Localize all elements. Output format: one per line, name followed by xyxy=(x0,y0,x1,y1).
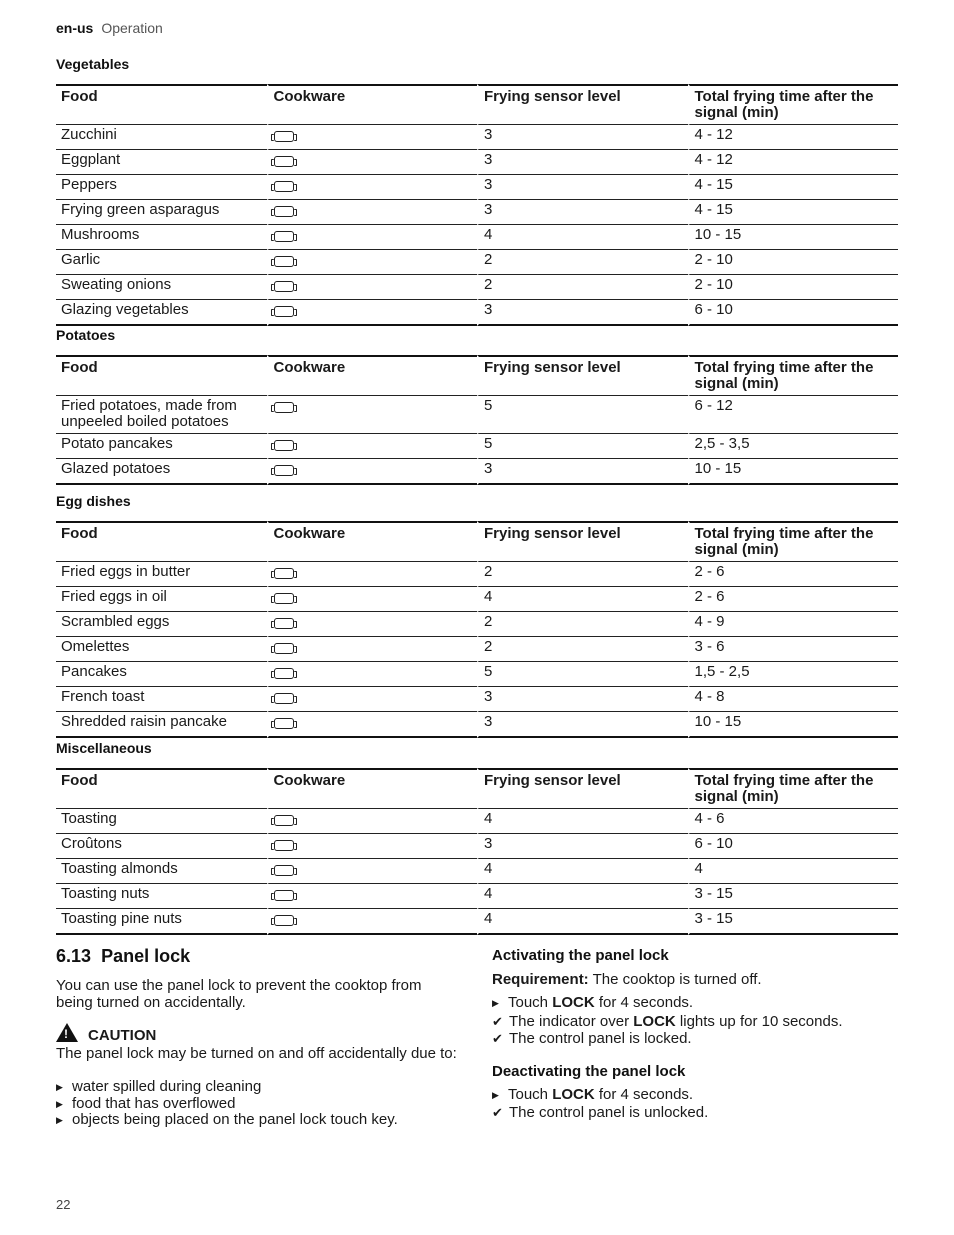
pan-icon xyxy=(274,718,294,729)
cookware-cell xyxy=(267,662,478,687)
frying-time-cell: 1,5 - 2,5 xyxy=(688,662,899,687)
triangle-bullet-icon: ▶ xyxy=(56,1082,63,1092)
table-row xyxy=(56,396,898,434)
activate-result: ✔ The control panel is locked. xyxy=(492,1030,692,1047)
cookware-cell xyxy=(267,884,478,909)
column-header: Frying sensor level xyxy=(477,768,688,809)
requirement-label: Requirement: xyxy=(492,971,589,988)
food-cell: Peppers xyxy=(56,175,267,200)
pan-icon xyxy=(274,568,294,579)
table-row xyxy=(56,250,898,275)
frying-time-cell: 4 - 9 xyxy=(688,612,899,637)
caution-item: ▶ food that has overflowed xyxy=(56,1095,236,1112)
table-row xyxy=(56,562,898,587)
caution-label xyxy=(56,1023,156,1044)
cookware-cell xyxy=(267,150,478,175)
sensor-level-cell: 2 xyxy=(477,612,688,637)
sensor-level-cell: 4 xyxy=(477,884,688,909)
table-row xyxy=(56,809,898,834)
cookware-cell xyxy=(267,612,478,637)
food-cell: Toasting xyxy=(56,809,267,834)
food-cell: Potato pancakes xyxy=(56,434,267,459)
food-cell: Fried eggs in butter xyxy=(56,562,267,587)
cookware-cell xyxy=(267,909,478,935)
heading-text: Panel lock xyxy=(101,946,191,966)
cookware-cell xyxy=(267,434,478,459)
column-header: Cookware xyxy=(267,768,478,809)
frying-time-cell: 4 - 15 xyxy=(688,175,899,200)
frying-time-cell: 2 - 10 xyxy=(688,275,899,300)
column-header: Frying sensor level xyxy=(477,521,688,562)
food-cell: Croûtons xyxy=(56,834,267,859)
pan-icon xyxy=(274,231,294,242)
sensor-level-cell: 3 xyxy=(477,687,688,712)
column-header: Food xyxy=(56,768,267,809)
pan-icon xyxy=(274,890,294,901)
column-header: Total frying time after the signal (min) xyxy=(688,521,899,562)
triangle-bullet-icon: ▶ xyxy=(492,998,499,1008)
deactivate-step: ▶ Touch LOCK for 4 seconds. xyxy=(492,1086,694,1103)
cookware-cell xyxy=(267,396,478,434)
cookware-cell xyxy=(267,587,478,612)
cookware-cell xyxy=(267,300,478,326)
sensor-level-cell: 3 xyxy=(477,150,688,175)
activate-result: ✔ The indicator over LOCK lights up for 10 seconds. xyxy=(492,1013,843,1030)
pan-icon xyxy=(274,281,294,292)
table-row xyxy=(56,459,898,485)
sensor-level-cell: 2 xyxy=(477,250,688,275)
cookware-cell xyxy=(267,859,478,884)
sensor-level-cell: 3 xyxy=(477,125,688,150)
column-header: Food xyxy=(56,355,267,396)
cookware-cell xyxy=(267,275,478,300)
frying-time-cell: 4 xyxy=(688,859,899,884)
food-cell: Zucchini xyxy=(56,125,267,150)
activate-heading: Activating the panel lock xyxy=(492,947,669,964)
deactivate-result: ✔ The control panel is unlocked. xyxy=(492,1104,709,1121)
food-cell: French toast xyxy=(56,687,267,712)
frying-time-cell: 3 - 6 xyxy=(688,637,899,662)
table-row xyxy=(56,712,898,738)
food-cell: Fried eggs in oil xyxy=(56,587,267,612)
pan-icon xyxy=(274,865,294,876)
frying-time-cell: 10 - 15 xyxy=(688,712,899,738)
pan-icon xyxy=(274,693,294,704)
pan-icon xyxy=(274,256,294,267)
frying-time-cell: 6 - 10 xyxy=(688,300,899,326)
frying-time-cell: 2 - 6 xyxy=(688,562,899,587)
caution-text: The panel lock may be turned on and off accidentally due to: xyxy=(56,1045,457,1062)
food-cell: Mushrooms xyxy=(56,225,267,250)
caution-item: ▶ objects being placed on the panel lock touch key. xyxy=(56,1111,398,1128)
sensor-level-cell: 3 xyxy=(477,200,688,225)
frying-time-cell: 3 - 15 xyxy=(688,884,899,909)
pan-icon xyxy=(274,840,294,851)
cookware-cell xyxy=(267,175,478,200)
food-cell: Sweating onions xyxy=(56,275,267,300)
column-header: Total frying time after the signal (min) xyxy=(688,355,899,396)
column-header: Cookware xyxy=(267,355,478,396)
table-row xyxy=(56,637,898,662)
table-row xyxy=(56,125,898,150)
table-row xyxy=(56,687,898,712)
cookware-cell xyxy=(267,562,478,587)
frying-time-cell: 6 - 10 xyxy=(688,834,899,859)
cookware-cell xyxy=(267,687,478,712)
sensor-level-cell: 4 xyxy=(477,225,688,250)
vegetables-table xyxy=(56,84,898,326)
cookware-cell xyxy=(267,225,478,250)
pan-icon xyxy=(274,815,294,826)
page-header xyxy=(56,20,163,36)
food-cell: Frying green asparagus xyxy=(56,200,267,225)
table-row xyxy=(56,150,898,175)
food-cell: Glazing vegetables xyxy=(56,300,267,326)
food-cell: Pancakes xyxy=(56,662,267,687)
column-header: Food xyxy=(56,84,267,125)
requirement-text: Requirement: The cooktop is turned off. xyxy=(492,971,762,988)
food-cell: Omelettes xyxy=(56,637,267,662)
table-row xyxy=(56,662,898,687)
column-header: Food xyxy=(56,521,267,562)
table-row xyxy=(56,200,898,225)
cookware-cell xyxy=(267,125,478,150)
frying-time-cell: 2 - 6 xyxy=(688,587,899,612)
caution-text-label: CAUTION xyxy=(88,1027,157,1044)
pan-icon xyxy=(274,440,294,451)
sensor-level-cell: 4 xyxy=(477,809,688,834)
panel-lock-intro: You can use the panel lock to prevent the cooktop from being turned on accidentally. xyxy=(56,977,422,1011)
pan-icon xyxy=(274,181,294,192)
pan-icon xyxy=(274,465,294,476)
sensor-level-cell: 5 xyxy=(477,396,688,434)
food-cell: Scrambled eggs xyxy=(56,612,267,637)
table-row xyxy=(56,175,898,200)
triangle-bullet-icon: ▶ xyxy=(56,1115,63,1125)
heading-number: 6.13 xyxy=(56,946,92,966)
frying-time-cell: 2 - 10 xyxy=(688,250,899,275)
sensor-level-cell: 2 xyxy=(477,637,688,662)
table-row xyxy=(56,884,898,909)
table-row xyxy=(56,859,898,884)
pan-icon xyxy=(274,668,294,679)
column-header: Total frying time after the signal (min) xyxy=(688,84,899,125)
activate-step: ▶ Touch LOCK for 4 seconds. xyxy=(492,994,694,1011)
food-cell: Eggplant xyxy=(56,150,267,175)
frying-time-cell: 10 - 15 xyxy=(688,225,899,250)
frying-time-cell: 4 - 12 xyxy=(688,125,899,150)
pan-icon xyxy=(274,643,294,654)
food-cell: Toasting nuts xyxy=(56,884,267,909)
pan-icon xyxy=(274,306,294,317)
table-row xyxy=(56,909,898,935)
frying-time-cell: 4 - 15 xyxy=(688,200,899,225)
column-header: Cookware xyxy=(267,84,478,125)
section-label: Operation xyxy=(101,20,163,36)
table-row xyxy=(56,434,898,459)
triangle-bullet-icon: ▶ xyxy=(492,1090,499,1100)
sensor-level-cell: 3 xyxy=(477,459,688,485)
potatoes-table xyxy=(56,355,898,485)
check-icon: ✔ xyxy=(492,1031,503,1046)
column-header: Frying sensor level xyxy=(477,355,688,396)
frying-time-cell: 4 - 12 xyxy=(688,150,899,175)
sensor-level-cell: 5 xyxy=(477,434,688,459)
miscellaneous-table xyxy=(56,768,898,935)
warning-icon xyxy=(56,1023,78,1042)
egg-dishes-title: Egg dishes xyxy=(56,493,131,509)
column-header: Frying sensor level xyxy=(477,84,688,125)
check-icon: ✔ xyxy=(492,1014,503,1029)
sensor-level-cell: 4 xyxy=(477,859,688,884)
table-row xyxy=(56,275,898,300)
frying-time-cell: 6 - 12 xyxy=(688,396,899,434)
cookware-cell xyxy=(267,809,478,834)
sensor-level-cell: 3 xyxy=(477,712,688,738)
sensor-level-cell: 3 xyxy=(477,175,688,200)
food-cell: Garlic xyxy=(56,250,267,275)
food-cell: Toasting pine nuts xyxy=(56,909,267,935)
sensor-level-cell: 4 xyxy=(477,587,688,612)
frying-time-cell: 10 - 15 xyxy=(688,459,899,485)
cookware-cell xyxy=(267,459,478,485)
cookware-cell xyxy=(267,637,478,662)
food-cell: Glazed potatoes xyxy=(56,459,267,485)
cookware-cell xyxy=(267,834,478,859)
panel-lock-heading xyxy=(56,946,190,967)
sensor-level-cell: 2 xyxy=(477,275,688,300)
miscellaneous-title: Miscellaneous xyxy=(56,740,152,756)
page-number: 22 xyxy=(56,1197,71,1212)
pan-icon xyxy=(274,618,294,629)
cookware-cell xyxy=(267,200,478,225)
table-row xyxy=(56,834,898,859)
pan-icon xyxy=(274,915,294,926)
potatoes-title: Potatoes xyxy=(56,327,116,343)
sensor-level-cell: 4 xyxy=(477,909,688,935)
frying-time-cell: 2,5 - 3,5 xyxy=(688,434,899,459)
food-cell: Toasting almonds xyxy=(56,859,267,884)
caution-item: ▶ water spilled during cleaning xyxy=(56,1078,262,1095)
check-icon: ✔ xyxy=(492,1105,503,1120)
sensor-level-cell: 3 xyxy=(477,300,688,326)
pan-icon xyxy=(274,206,294,217)
column-header: Total frying time after the signal (min) xyxy=(688,768,899,809)
locale-label: en-us xyxy=(56,20,94,36)
food-cell: Shredded raisin pancake xyxy=(56,712,267,738)
pan-icon xyxy=(274,402,294,413)
sensor-level-cell: 3 xyxy=(477,834,688,859)
column-header: Cookware xyxy=(267,521,478,562)
sensor-level-cell: 2 xyxy=(477,562,688,587)
frying-time-cell: 4 - 8 xyxy=(688,687,899,712)
cookware-cell xyxy=(267,712,478,738)
cookware-cell xyxy=(267,250,478,275)
frying-time-cell: 3 - 15 xyxy=(688,909,899,935)
table-row xyxy=(56,300,898,326)
egg-dishes-table xyxy=(56,521,898,738)
pan-icon xyxy=(274,593,294,604)
table-row xyxy=(56,225,898,250)
vegetables-title: Vegetables xyxy=(56,56,130,72)
table-row xyxy=(56,587,898,612)
triangle-bullet-icon: ▶ xyxy=(56,1099,63,1109)
table-row xyxy=(56,612,898,637)
pan-icon xyxy=(274,156,294,167)
deactivate-heading: Deactivating the panel lock xyxy=(492,1063,686,1080)
frying-time-cell: 4 - 6 xyxy=(688,809,899,834)
food-cell: Fried potatoes, made from unpeeled boiled potatoes xyxy=(56,396,267,434)
sensor-level-cell: 5 xyxy=(477,662,688,687)
pan-icon xyxy=(274,131,294,142)
